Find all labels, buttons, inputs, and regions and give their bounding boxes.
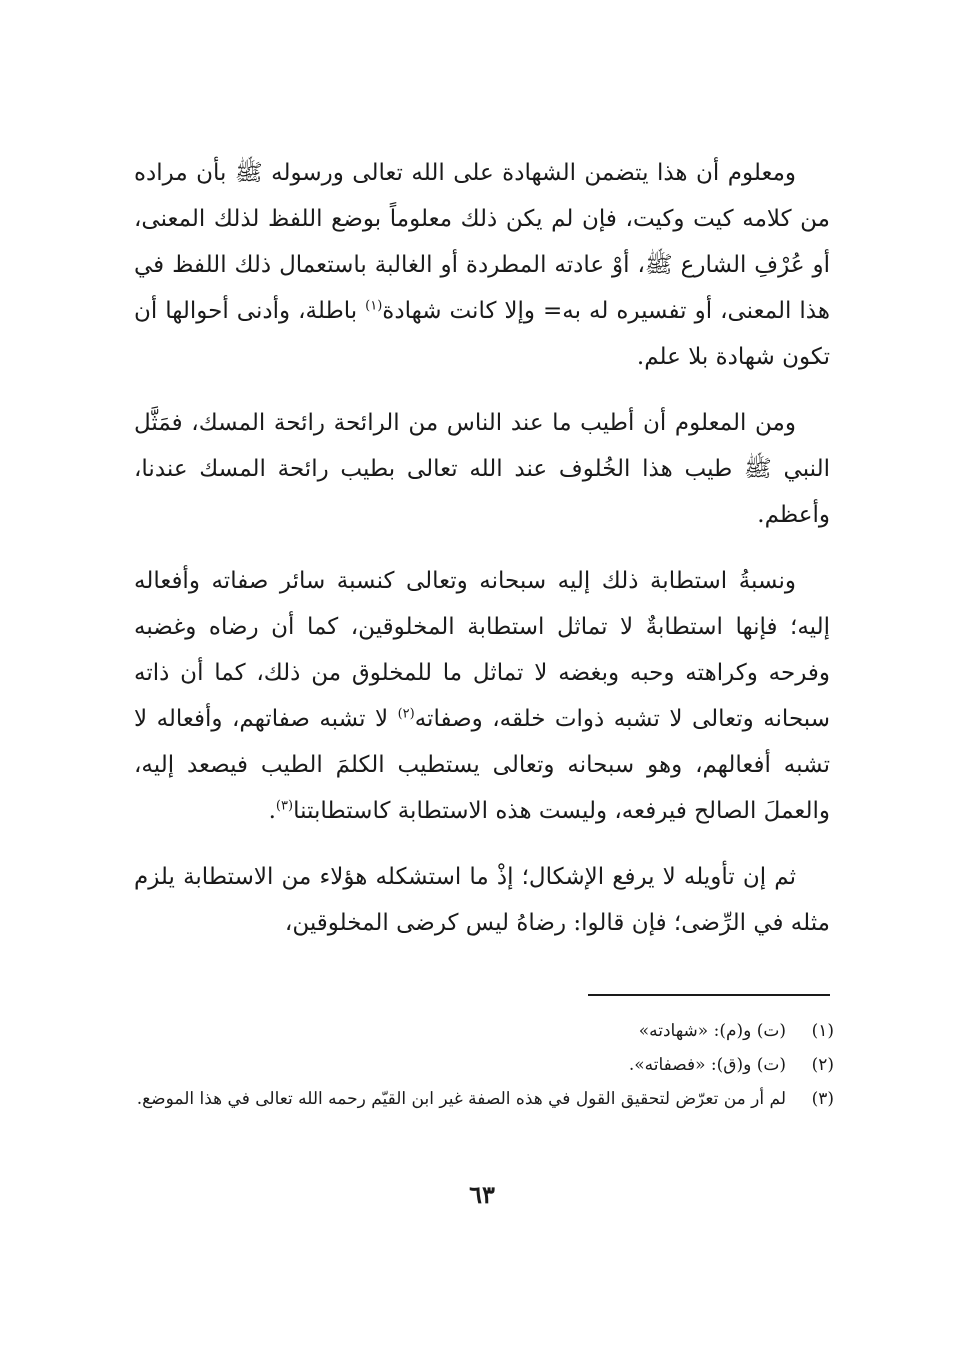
paragraph-1-text-a: ومعلوم أن هذا يتضمن الشهادة على الله تعالى ورسوله ﷺ بأن مراده من كلامه كيت وكيت، فإن لم يكن ذلك معلوماً بوضع اللفظ لذلك المعنى، أو عُرْفِ الشارع ﷺ، أوْ عادته المطردة أو الغالبة باستعمال ذلك اللفظ في هذا المعنى، أو تفسيره له به= وإلا كانت شهادة	[134, 160, 830, 324]
paragraph-3-text-b: لا تشبه صفاتهم، وأفعاله لا تشبه أفعالهم، وهو سبحانه وتعالى يستطيب الكلمَ الطيب فيصعد إليه، والعملَ الصالح فيرفعه، وليست هذه الاستطابة كاستطابتنا	[134, 706, 830, 824]
footnote-text: (ت) و(ق): «فصفاته».	[628, 1055, 786, 1075]
footnote-number: (١)	[811, 1021, 834, 1041]
footnote-separator	[588, 994, 830, 996]
footnote-number: (٢)	[811, 1055, 834, 1075]
paragraph-3-text-c: .	[268, 798, 276, 824]
footnote-ref-1: (١)	[365, 298, 383, 314]
footnote-1	[134, 1014, 834, 1048]
footnote-3	[134, 1082, 834, 1116]
main-text	[134, 150, 830, 966]
paragraph-2: ومن المعلوم أن أطيب ما عند الناس من الرائحة رائحة المسك، فمَثَّل النبي ﷺ طيب هذا الخُلوف عند الله تعالى بطيب رائحة المسك عندنا، وأعظم.	[134, 410, 830, 528]
footnote-ref-2: (٢)	[397, 706, 415, 722]
footnote-text: لم أر من تعرّض لتحقيق القول في هذه الصفة غير ابن القيّم رحمه الله تعالى في هذا الموضع.	[136, 1089, 786, 1109]
paragraph-3-text-a: ونسبةُ استطابة ذلك إليه سبحانه وتعالى كنسبة سائر صفاته وأفعاله إليه؛ فإنها استطابةٌ لا تماثل استطابة المخلوقين، كما أن رضاه وغضبه وفرحه وكراهته وحبه وبغضه لا تماثل ما للمخلوق من ذلك، كما أن ذاته سبحانه وتعالى لا تشبه ذوات خلقه، وصفاته	[134, 568, 831, 732]
paragraph-3	[134, 558, 830, 834]
footnote-text: (ت) و(م): «شهادته»	[638, 1021, 786, 1041]
paragraph-4: ثم إن تأويله لا يرفع الإشكال؛ إذْ ما استشكله هؤلاء من الاستطابة يلزم مثله في الرِّضى؛ فإن قالوا: رضاهُ ليس كرضى المخلوقين،	[134, 864, 830, 936]
paragraph-1	[134, 150, 830, 380]
footnotes	[134, 1014, 834, 1116]
footnote-ref-3: (٣)	[275, 798, 294, 814]
paragraph-1-text-b: باطلة، وأدنى أحوالها أن تكون شهادة بلا علم.	[134, 298, 830, 370]
footnote-number: (٣)	[811, 1089, 834, 1109]
page-number: ٦٣	[469, 1180, 495, 1209]
footnote-2	[134, 1048, 834, 1082]
